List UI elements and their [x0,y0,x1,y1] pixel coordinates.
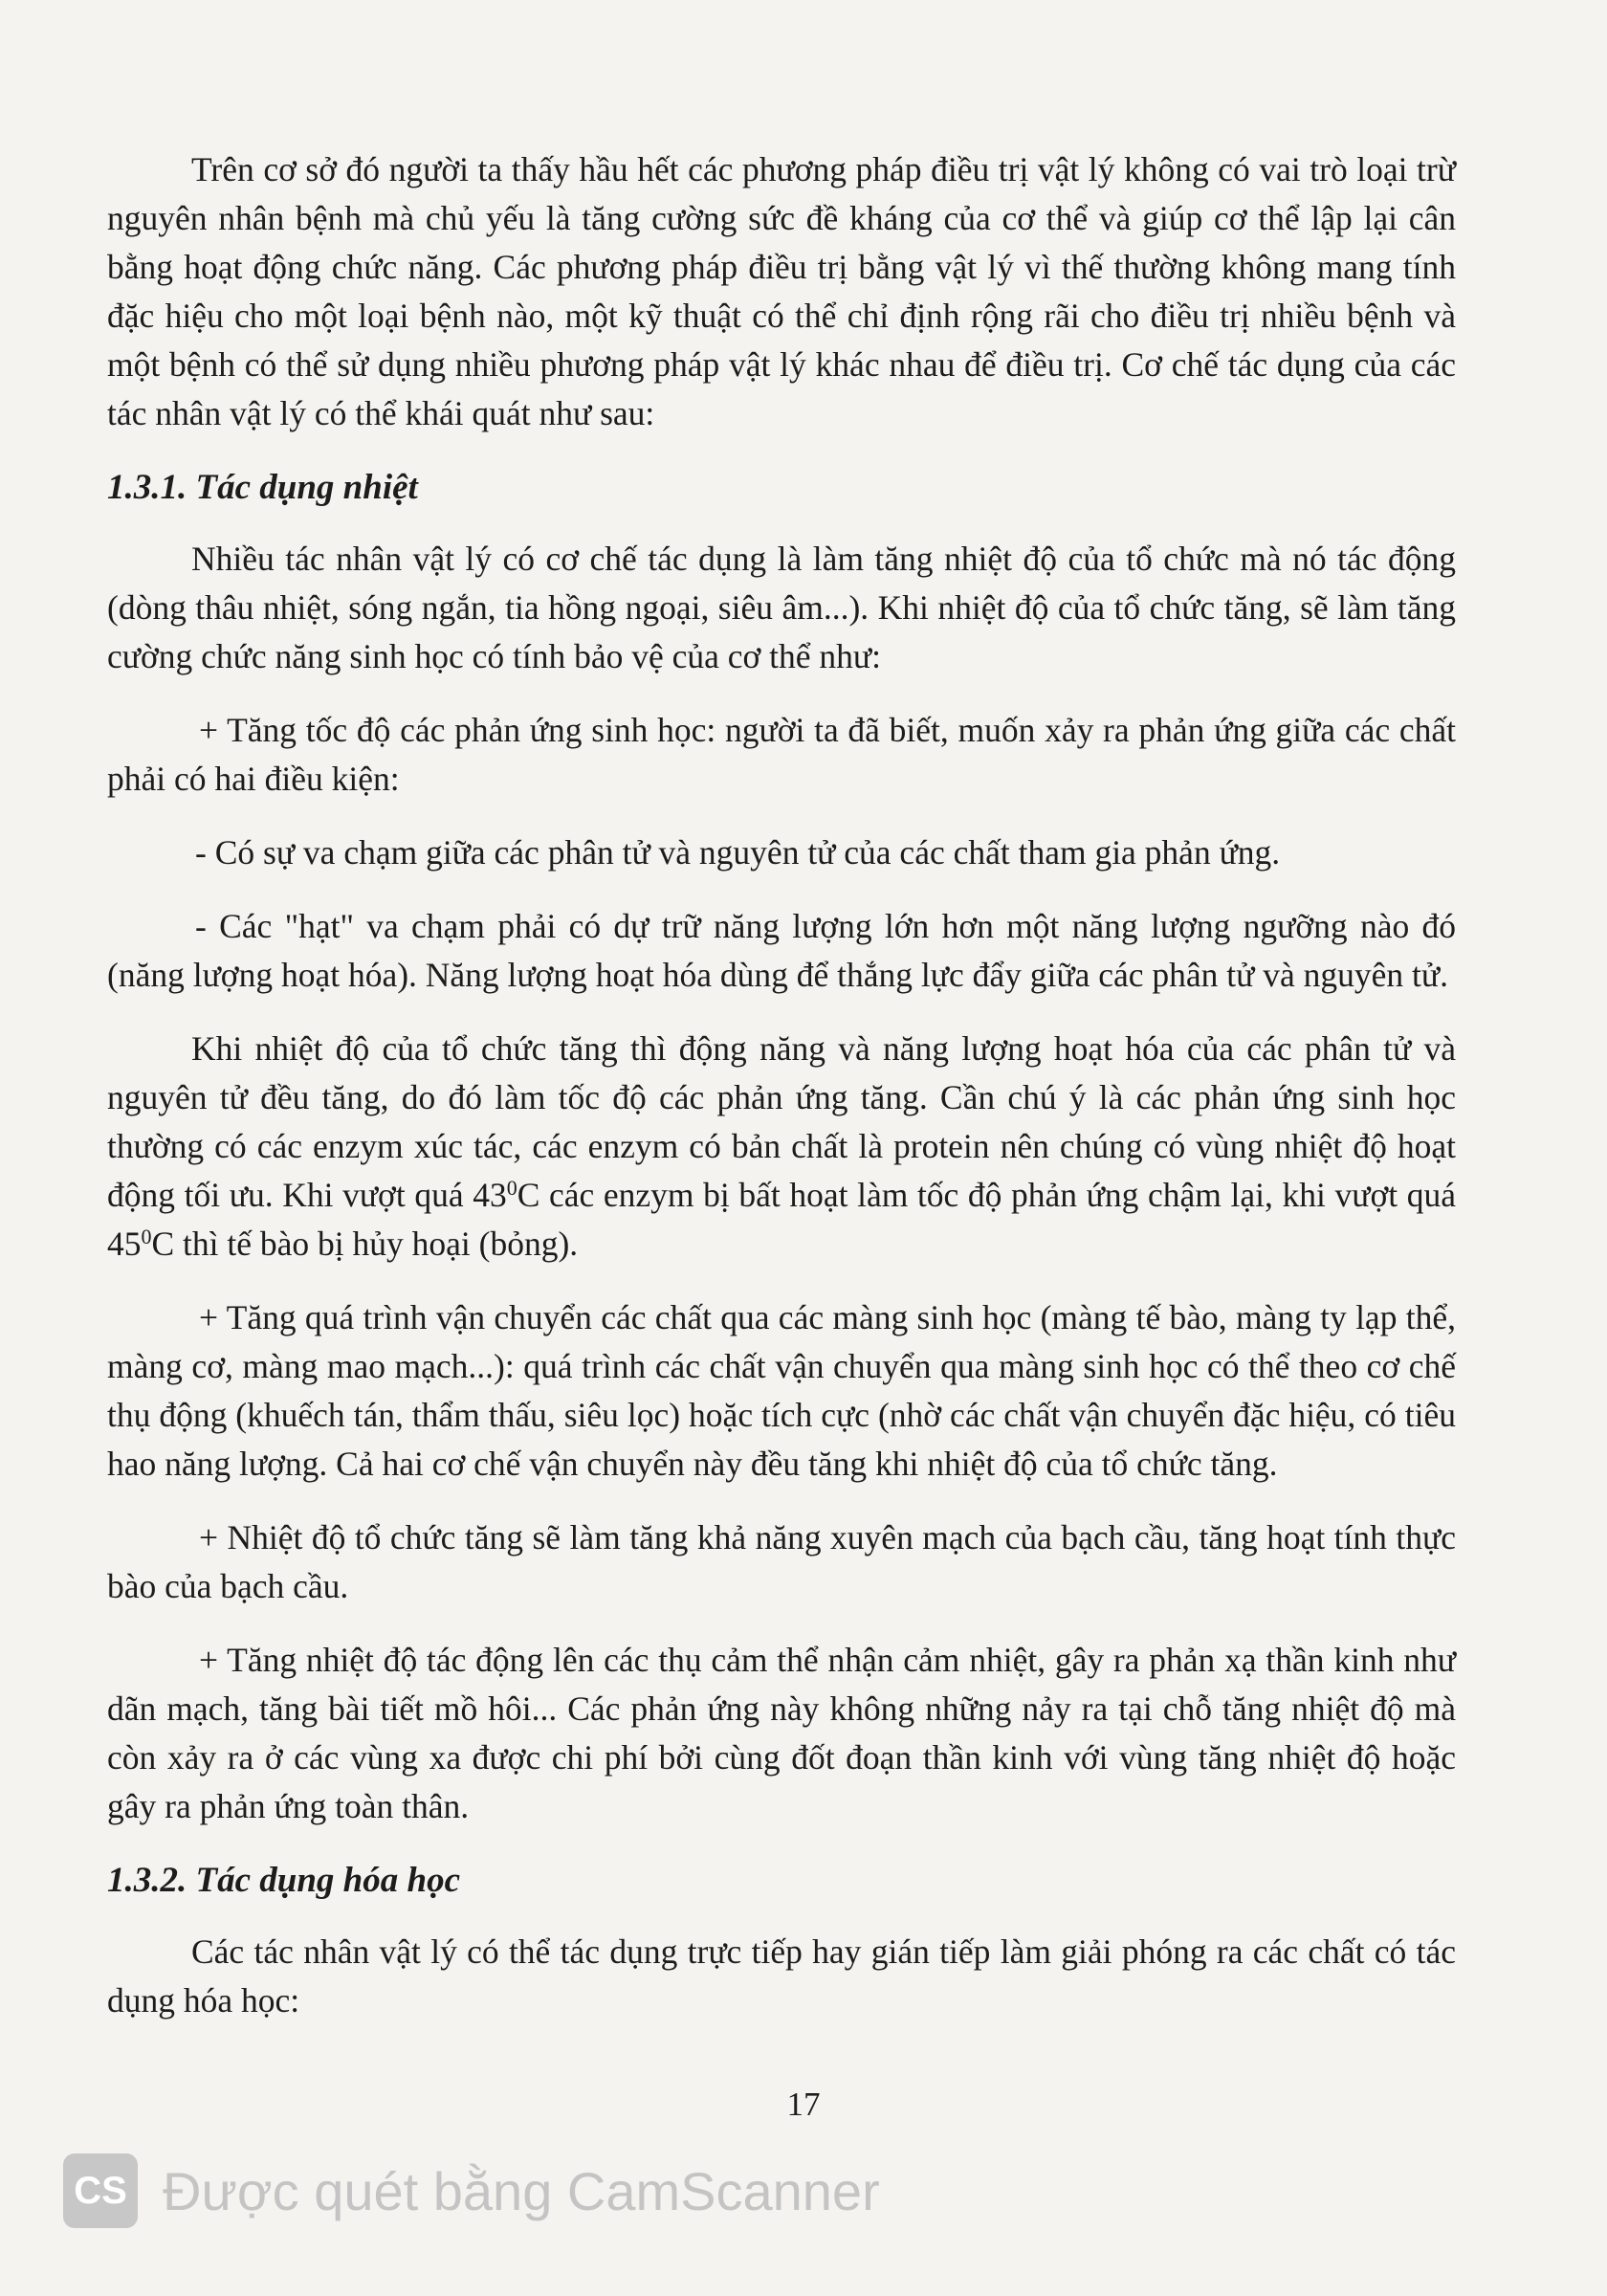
bullet-membrane-transport: + Tăng quá trình vận chuyển các chất qua các màng sinh học (màng tế bào, màng ty lạp thể, màng cơ, màng mao mạch...): quá trình các chất vận chuyển qua màng sinh học có thể theo cơ chế thụ động (khuếch tán, thẩm thấu, siêu lọc) hoặc tích cực (nhờ các chất vận chuyển đặc hiệu, có tiêu hao năng lượng. Cả hai cơ chế vận chuyển này đều tăng khi nhiệt độ của tổ chức tăng. [107,1298,1456,1483]
section-heading-1-3-1: 1.3.1. Tác dụng nhiệt [107,468,418,507]
bullet-reflex: + Tăng nhiệt độ tác động lên các thụ cảm thể nhận cảm nhiệt, gây ra phản xạ thần kinh như dãn mạch, tăng bài tiết mồ hôi... Các phản ứng này không những nảy ra tại chỗ tăng nhiệt độ mà còn xảy ra ở các vùng xa được chi phí bởi cùng đốt đoạn thần kinh với vùng tăng nhiệt độ hoặc gây ra phản ứng toàn thân. [107,1641,1456,1825]
degree-superscript: 0 [141,1224,152,1248]
paragraph-intro: Trên cơ sở đó người ta thấy hầu hết các phương pháp điều trị vật lý không có vai trò loại trừ nguyên nhân bệnh mà chủ yếu là tăng cường sức đề kháng của cơ thể và giúp cơ thể lập lại cân bằng hoạt động chức năng. Các phương pháp điều trị bằng vật lý vì thế thường không mang tính đặc hiệu cho một loại bệnh nào, một kỹ thuật có thể chỉ định rộng rãi cho điều trị nhiều bệnh và một bệnh có thể sử dụng nhiều phương pháp vật lý khác nhau để điều trị. Cơ chế tác dụng của các tác nhân vật lý có thể khái quát như sau: [107,150,1456,432]
page-number: 17 [786,2086,821,2123]
enzymes-text-part-3: C thì tế bào bị hủy hoại (bỏng). [151,1225,579,1263]
paragraph-chemical-effect: Các tác nhân vật lý có thể tác dụng trực tiếp hay gián tiếp làm giải phóng ra các chất có tác dụng hóa học: [107,1932,1456,2020]
camscanner-watermark [63,2151,880,2231]
bullet-reaction-speed: + Tăng tốc độ các phản ứng sinh học: người ta đã biết, muốn xảy ra phản ứng giữa các chất phải có hai điều kiện: [107,711,1456,798]
enzymes-text-part-1: Khi nhiệt độ của tổ chức tăng thì động năng và năng lượng hoạt hóa của các phân tử và nguyên tử đều tăng, do đó làm tốc độ các phản ứng tăng. Cần chú ý là các phản ứng sinh học thường có các enzym xúc tác, các enzym có bản chất là protein nên chúng có vùng nhiệt độ hoạt động tối ưu. Khi vượt quá 43 [107,1029,1456,1214]
paragraph-thermal-effect: Nhiều tác nhân vật lý có cơ chế tác dụng là làm tăng nhiệt độ của tổ chức mà nó tác động (dòng thâu nhiệt, sóng ngắn, tia hồng ngoại, siêu âm...). Khi nhiệt độ của tổ chức tăng, sẽ làm tăng cường chức năng sinh học có tính bảo vệ của cơ thể như: [107,540,1456,675]
camscanner-text: Được quét bằng CamScanner [163,2160,880,2221]
bullet-leukocytes: + Nhiệt độ tổ chức tăng sẽ làm tăng khả năng xuyên mạch của bạch cầu, tăng hoạt tính thực bào của bạch cầu. [107,1518,1456,1605]
paragraph-enzymes [107,1025,1456,1269]
degree-superscript: 0 [506,1175,517,1200]
section-heading-1-3-2: 1.3.2. Tác dụng hóa học [107,1861,461,1900]
page-content [107,145,1456,2025]
dash-activation-energy: - Các "hạt" va chạm phải có dự trữ năng lượng lớn hơn một năng lượng ngưỡng nào đó (năng lượng hoạt hóa). Năng lượng hoạt hóa dùng để thắng lực đẩy giữa các phân tử và nguyên tử. [107,907,1456,994]
dash-collision: - Có sự va chạm giữa các phân tử và nguyên tử của các chất tham gia phản ứng. [195,833,1281,872]
camscanner-logo-icon: CS [63,2153,138,2228]
enzymes-text-part-2: C các enzym bị bất hoạt làm tốc độ phản ứng chậm lại, khi vượt quá 45 [107,1176,1456,1263]
